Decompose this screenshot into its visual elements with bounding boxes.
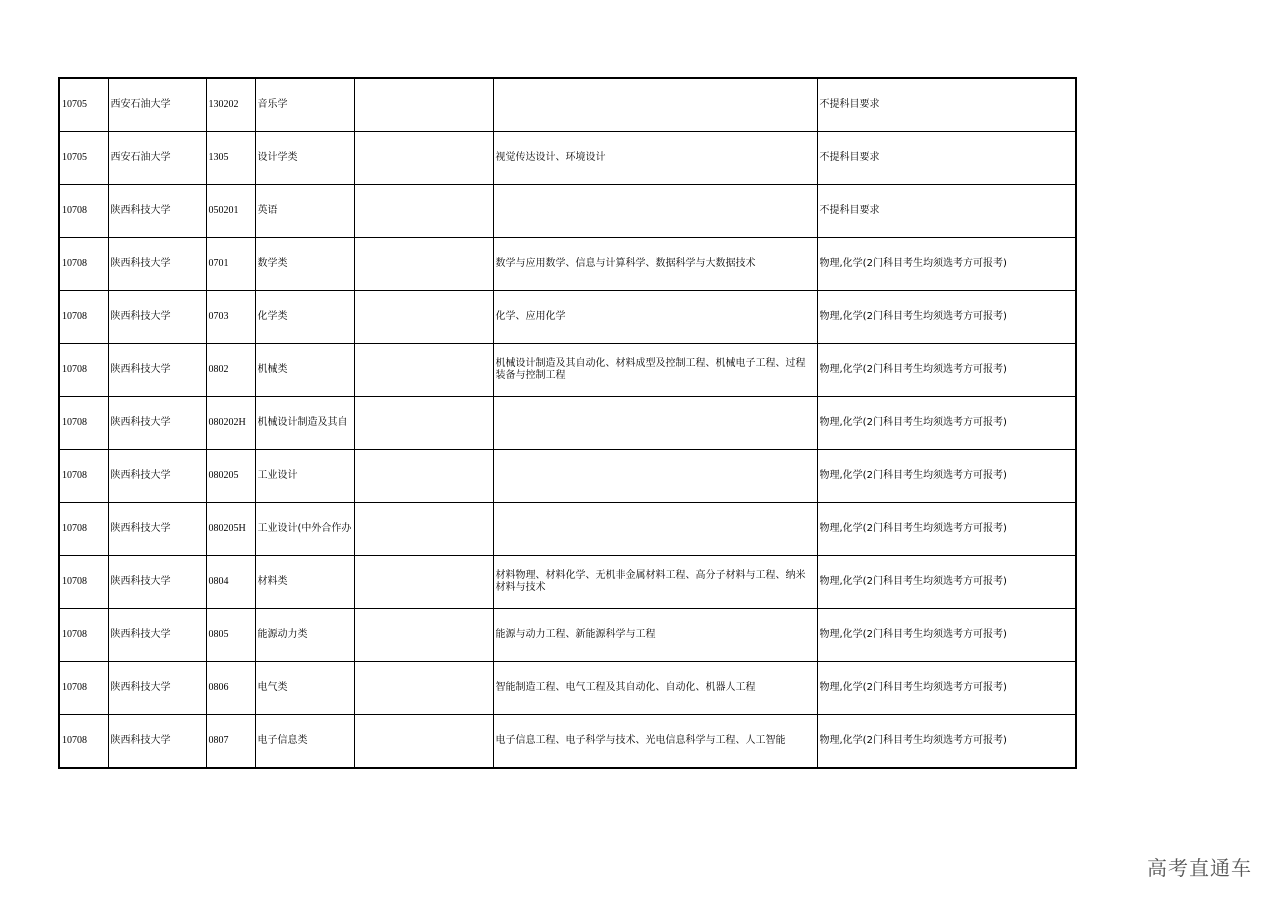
- school-name-cell: 西安石油大学: [108, 78, 206, 132]
- major-code-cell: 0804: [206, 556, 255, 609]
- subject-requirement-cell: 物理,化学(2门科目考生均须选考方可报考): [817, 715, 1076, 769]
- school-name-cell: 陕西科技大学: [108, 662, 206, 715]
- table-row: [59, 503, 1076, 556]
- empty-cell: [354, 556, 493, 609]
- school-code-cell: 10708: [59, 609, 108, 662]
- subject-requirement-cell: 物理,化学(2门科目考生均须选考方可报考): [817, 503, 1076, 556]
- included-majors-cell: 智能制造工程、电气工程及其自动化、自动化、机器人工程: [493, 662, 817, 715]
- table-row: [59, 450, 1076, 503]
- major-code-cell: 080205H: [206, 503, 255, 556]
- major-name-cell: 数学类: [255, 238, 354, 291]
- empty-cell: [354, 715, 493, 769]
- empty-cell: [354, 238, 493, 291]
- school-code-cell: 10708: [59, 397, 108, 450]
- major-code-cell: 080205: [206, 450, 255, 503]
- subject-requirement-cell: 不提科目要求: [817, 185, 1076, 238]
- major-code-cell: 050201: [206, 185, 255, 238]
- school-name-cell: 陕西科技大学: [108, 450, 206, 503]
- subject-requirement-cell: 物理,化学(2门科目考生均须选考方可报考): [817, 556, 1076, 609]
- empty-cell: [354, 662, 493, 715]
- school-name-cell: 陕西科技大学: [108, 715, 206, 769]
- school-code-cell: 10705: [59, 78, 108, 132]
- major-name-cell: 材料类: [255, 556, 354, 609]
- empty-cell: [354, 450, 493, 503]
- table-row: [59, 662, 1076, 715]
- major-name-cell: 电子信息类: [255, 715, 354, 769]
- subject-requirement-cell: 物理,化学(2门科目考生均须选考方可报考): [817, 662, 1076, 715]
- school-code-cell: 10708: [59, 185, 108, 238]
- subject-requirement-cell: 不提科目要求: [817, 132, 1076, 185]
- subject-requirement-cell: 物理,化学(2门科目考生均须选考方可报考): [817, 450, 1076, 503]
- included-majors-cell: [493, 185, 817, 238]
- table-row: [59, 78, 1076, 132]
- school-name-cell: 陕西科技大学: [108, 238, 206, 291]
- major-code-cell: 0806: [206, 662, 255, 715]
- major-code-cell: 0807: [206, 715, 255, 769]
- empty-cell: [354, 78, 493, 132]
- major-name-cell: 电气类: [255, 662, 354, 715]
- school-name-cell: 陕西科技大学: [108, 397, 206, 450]
- major-name-cell: 设计学类: [255, 132, 354, 185]
- major-name-cell: 工业设计(中外合作办: [255, 503, 354, 556]
- major-name-cell: 工业设计: [255, 450, 354, 503]
- subject-requirement-cell: 物理,化学(2门科目考生均须选考方可报考): [817, 344, 1076, 397]
- major-name-cell: 机械类: [255, 344, 354, 397]
- school-name-cell: 陕西科技大学: [108, 185, 206, 238]
- table-row: [59, 344, 1076, 397]
- included-majors-cell: 电子信息工程、电子科学与技术、光电信息科学与工程、人工智能: [493, 715, 817, 769]
- included-majors-cell: [493, 78, 817, 132]
- included-majors-cell: 能源与动力工程、新能源科学与工程: [493, 609, 817, 662]
- major-code-cell: 130202: [206, 78, 255, 132]
- empty-cell: [354, 397, 493, 450]
- major-code-cell: 0703: [206, 291, 255, 344]
- major-code-cell: 0701: [206, 238, 255, 291]
- major-code-cell: 1305: [206, 132, 255, 185]
- major-name-cell: 音乐学: [255, 78, 354, 132]
- school-code-cell: 10708: [59, 291, 108, 344]
- major-code-cell: 080202H: [206, 397, 255, 450]
- major-name-cell: 机械设计制造及其自: [255, 397, 354, 450]
- empty-cell: [354, 609, 493, 662]
- table-row: [59, 238, 1076, 291]
- empty-cell: [354, 503, 493, 556]
- included-majors-cell: 视觉传达设计、环境设计: [493, 132, 817, 185]
- table-row: [59, 132, 1076, 185]
- school-code-cell: 10708: [59, 503, 108, 556]
- empty-cell: [354, 344, 493, 397]
- included-majors-cell: [493, 450, 817, 503]
- school-code-cell: 10708: [59, 556, 108, 609]
- major-name-cell: 英语: [255, 185, 354, 238]
- table-row: [59, 715, 1076, 769]
- major-code-cell: 0805: [206, 609, 255, 662]
- table-row: [59, 609, 1076, 662]
- school-name-cell: 陕西科技大学: [108, 556, 206, 609]
- empty-cell: [354, 291, 493, 344]
- admission-table: [58, 77, 1077, 769]
- subject-requirement-cell: 不提科目要求: [817, 78, 1076, 132]
- table-row: [59, 397, 1076, 450]
- table-row: [59, 185, 1076, 238]
- school-name-cell: 陕西科技大学: [108, 291, 206, 344]
- school-name-cell: 西安石油大学: [108, 132, 206, 185]
- major-name-cell: 化学类: [255, 291, 354, 344]
- table-row: [59, 291, 1076, 344]
- major-name-cell: 能源动力类: [255, 609, 354, 662]
- school-code-cell: 10705: [59, 132, 108, 185]
- included-majors-cell: 化学、应用化学: [493, 291, 817, 344]
- included-majors-cell: 机械设计制造及其自动化、材料成型及控制工程、机械电子工程、过程装备与控制工程: [493, 344, 817, 397]
- empty-cell: [354, 185, 493, 238]
- school-code-cell: 10708: [59, 662, 108, 715]
- subject-requirement-cell: 物理,化学(2门科目考生均须选考方可报考): [817, 291, 1076, 344]
- school-code-cell: 10708: [59, 238, 108, 291]
- school-name-cell: 陕西科技大学: [108, 344, 206, 397]
- included-majors-cell: [493, 397, 817, 450]
- subject-requirement-cell: 物理,化学(2门科目考生均须选考方可报考): [817, 238, 1076, 291]
- school-name-cell: 陕西科技大学: [108, 503, 206, 556]
- table-body: [59, 78, 1076, 768]
- subject-requirement-cell: 物理,化学(2门科目考生均须选考方可报考): [817, 609, 1076, 662]
- school-name-cell: 陕西科技大学: [108, 609, 206, 662]
- school-code-cell: 10708: [59, 715, 108, 769]
- school-code-cell: 10708: [59, 344, 108, 397]
- included-majors-cell: 材料物理、材料化学、无机非金属材料工程、高分子材料与工程、纳米材料与技术: [493, 556, 817, 609]
- subject-requirement-cell: 物理,化学(2门科目考生均须选考方可报考): [817, 397, 1076, 450]
- watermark-text: 高考直通车: [1147, 856, 1252, 880]
- school-code-cell: 10708: [59, 450, 108, 503]
- included-majors-cell: 数学与应用数学、信息与计算科学、数据科学与大数据技术: [493, 238, 817, 291]
- major-code-cell: 0802: [206, 344, 255, 397]
- table-row: [59, 556, 1076, 609]
- included-majors-cell: [493, 503, 817, 556]
- empty-cell: [354, 132, 493, 185]
